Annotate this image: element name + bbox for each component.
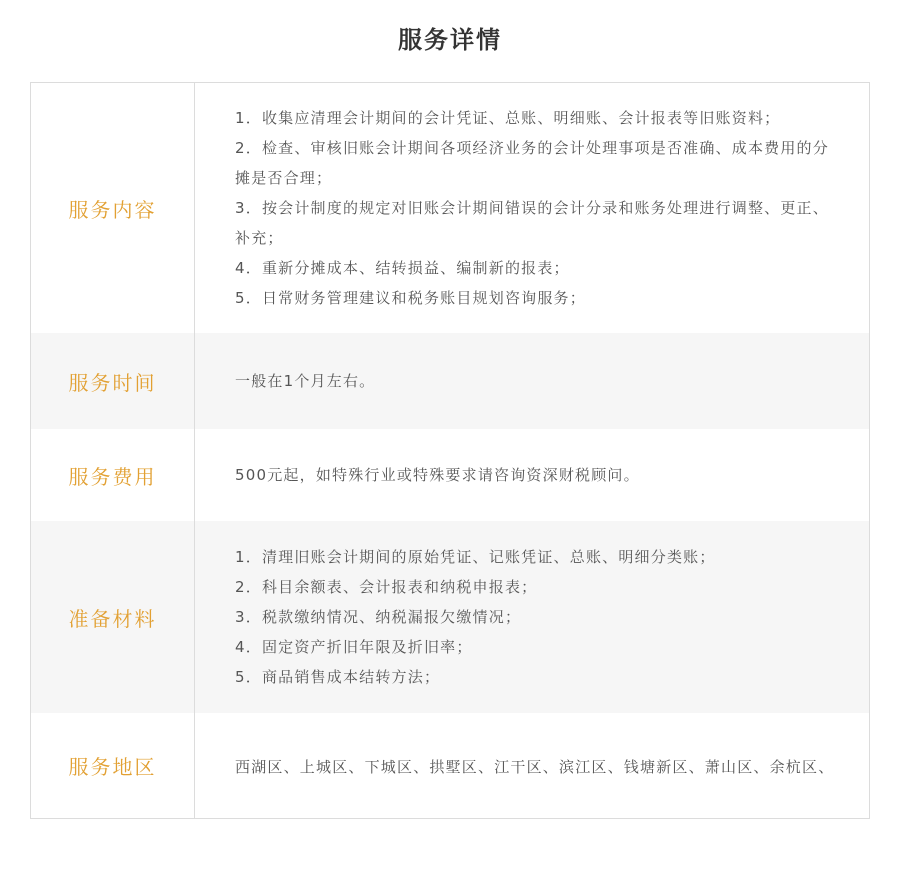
list-item: 5．商品销售成本结转方法； (235, 668, 441, 686)
service-time-text: 一般在1个月左右。 (235, 372, 376, 390)
service-fee-row (31, 429, 869, 521)
service-fee-label: 服务费用 (31, 429, 195, 521)
materials-list (195, 521, 869, 713)
list-item: 4．固定资产折旧年限及折旧率； (235, 638, 473, 656)
materials-row (31, 521, 869, 713)
service-area-label: 服务地区 (31, 713, 195, 818)
list-item: 5．日常财务管理建议和税务账目规划咨询服务； (235, 289, 586, 307)
service-details-table (30, 82, 870, 819)
list-item: 1．收集应清理会计期间的会计凭证、总账、明细账、会计报表等旧账资料； (235, 109, 781, 127)
service-fee-text: 500元起，如特殊行业或特殊要求请咨询资深财税顾问。 (235, 466, 640, 484)
service-content-label: 服务内容 (31, 83, 195, 333)
service-time-row (31, 333, 869, 429)
materials-label: 准备材料 (31, 521, 195, 713)
service-content-list (195, 83, 869, 333)
list-item: 3．税款缴纳情况、纳税漏报欠缴情况； (235, 608, 522, 626)
list-item: 4．重新分摊成本、结转损益、编制新的报表； (235, 259, 570, 277)
list-item: 2．科目余额表、会计报表和纳税申报表； (235, 578, 538, 596)
service-area-text: 西湖区、上城区、下城区、拱墅区、江干区、滨江区、钱塘新区、萧山区、余杭区、 (235, 757, 835, 776)
list-item: 2．检查、审核旧账会计期间各项经济业务的会计处理事项是否准确、成本费用的分摊是否合理； (235, 139, 829, 187)
service-content-row (31, 83, 869, 333)
list-item: 1．清理旧账会计期间的原始凭证、记账凭证、总账、明细分类账； (235, 548, 716, 566)
service-area-row (31, 713, 869, 818)
service-time-value (195, 333, 869, 429)
service-fee-value (195, 429, 869, 521)
service-time-label: 服务时间 (31, 333, 195, 429)
page-title: 服务详情 (398, 26, 502, 54)
service-area-value (195, 713, 869, 818)
list-item: 3．按会计制度的规定对旧账会计期间错误的会计分录和账务处理进行调整、更正、补充； (235, 199, 829, 247)
